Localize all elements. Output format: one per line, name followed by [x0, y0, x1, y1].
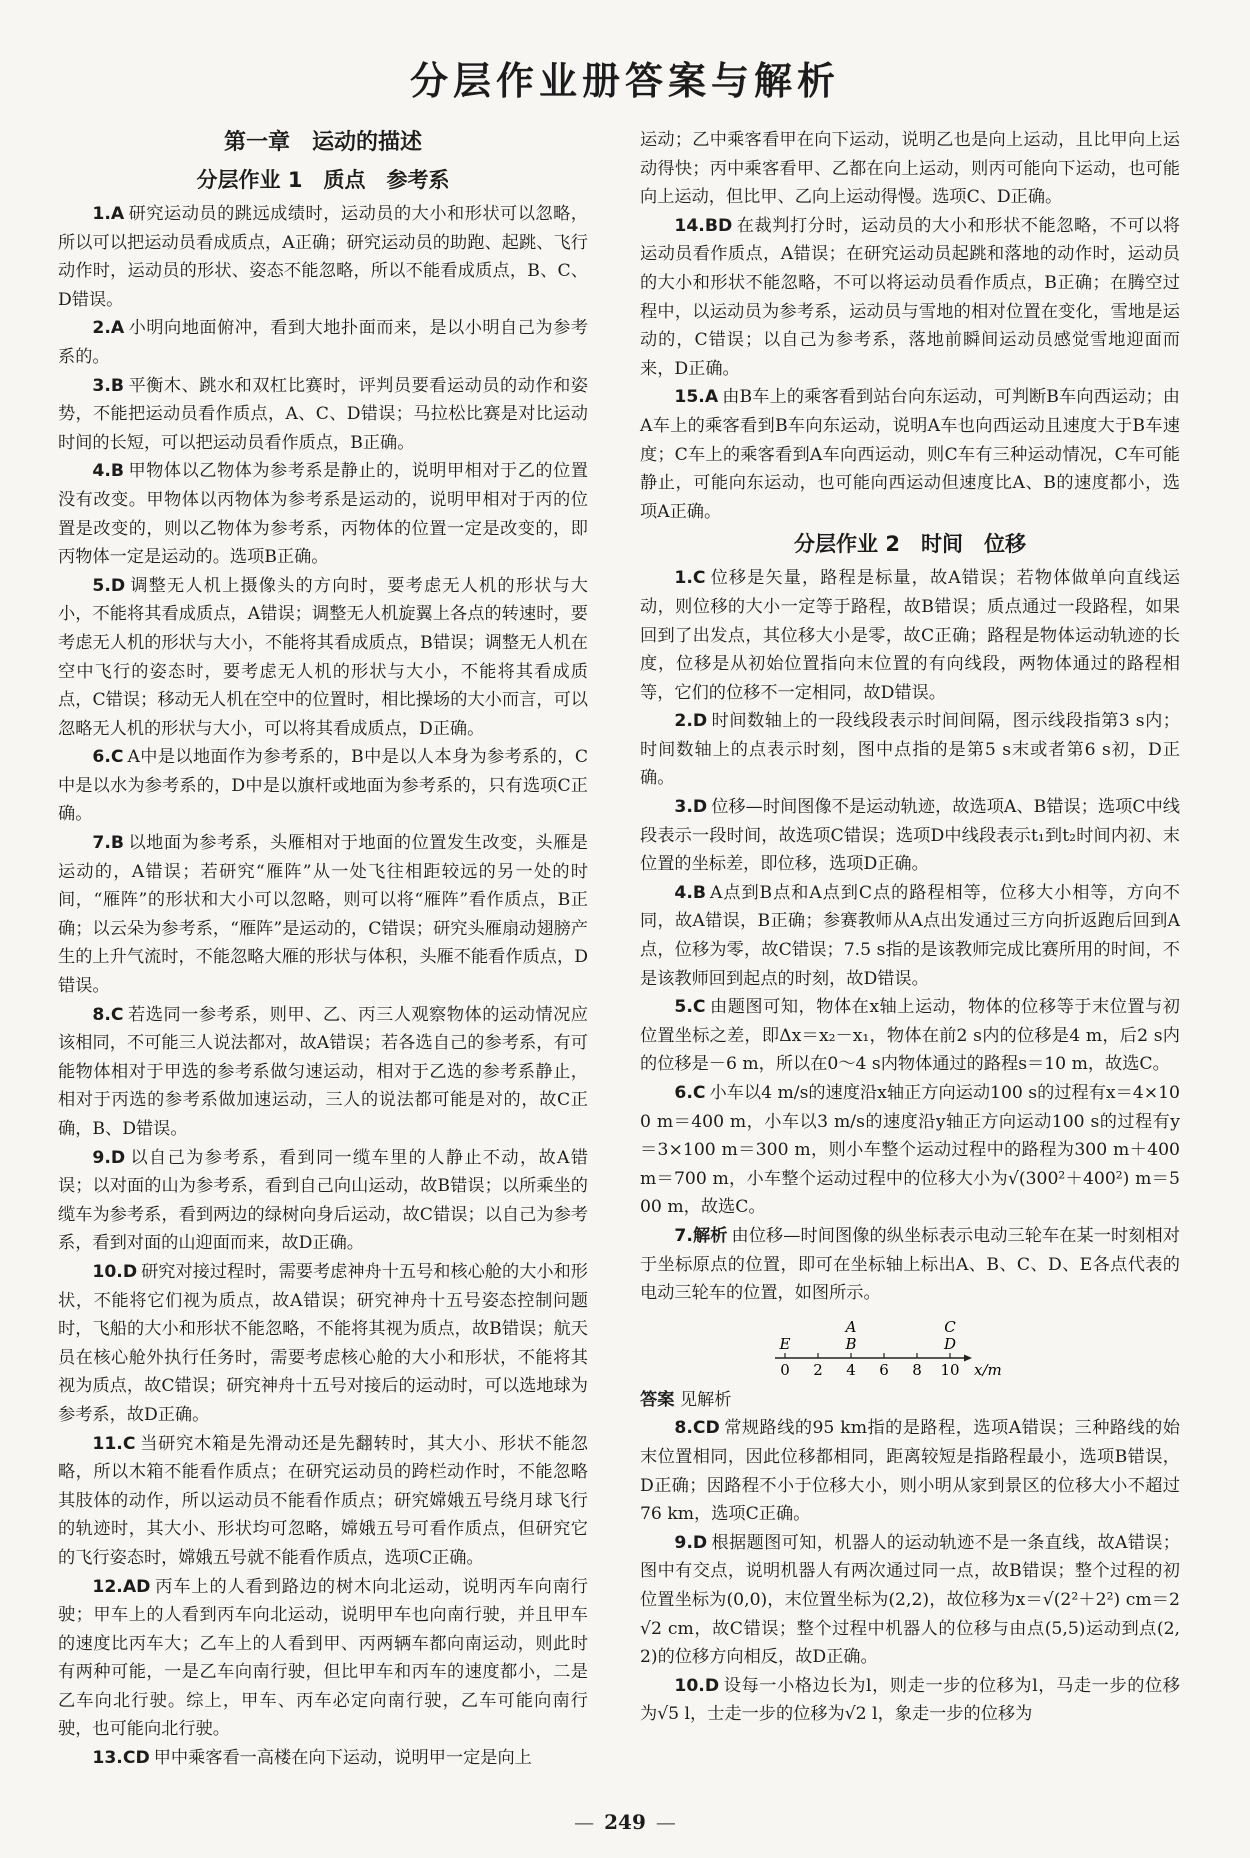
answer-item	[58, 829, 588, 1001]
answer-number: 7.解析	[674, 1225, 728, 1246]
answer-number: 8.C	[92, 1004, 124, 1025]
answer-explanation: 平衡木、跳水和双杠比赛时，评判员要看运动员的动作和姿势，不能把运动员看作质点，A、C、D错误；马拉松比赛是对比运动时间的长短，可以把运动员看作质点，B正确。	[58, 375, 588, 453]
answer-number: 11.C	[92, 1433, 136, 1454]
answer-number: 6.C	[674, 1083, 706, 1103]
point-label: C	[944, 1319, 956, 1336]
answer-item	[640, 707, 1180, 793]
number-line-figure	[640, 1320, 1180, 1382]
answer-explanation: 位移—时间图像不是运动轨迹，故选项A、B错误；选项C中线段表示一段时间，故选项C错误；选项D中线段表示t₁到t₂时间内初、末位置的坐标差，即位移，选项D正确。	[640, 797, 1180, 875]
axis-unit: x/m	[974, 1360, 1002, 1379]
answer-explanation: 由位移—时间图像的纵坐标表示电动三轮车在某一时刻相对于坐标原点的位置，即可在坐标轴上标出A、B、C、D、E各点代表的电动三轮车的位置，如图所示。	[640, 1225, 1180, 1304]
answer-explanation: 若选同一参考系，则甲、乙、丙三人观察物体的运动情况应该相同，不可能三人说法都对，故A错误；若各选自己的参考系，有可能物体相对于甲选的参考系做匀速运动，相对于乙选的参考系静止，相对于丙选的参考系做加速运动，三人的说法都可能是对的，故C正确，B、D错误。	[58, 1004, 588, 1139]
point-label: A	[845, 1319, 857, 1336]
tick-label: 8	[912, 1360, 922, 1379]
answer-item	[58, 372, 588, 458]
answer-explanation: 以自己为参考系，看到同一缆车里的人静止不动，故A错误；以对面的山为参考系，看到自己向山运动，故B错误；以所乘坐的缆车为参考系，看到两边的绿树向身后运动，故C错误；以自己为参考系，看到对面的山迎面而来，故D正确。	[58, 1147, 588, 1254]
answer-number: 5.D	[92, 575, 126, 596]
answer-number: 5.C	[674, 997, 706, 1018]
answer-number: 7.B	[92, 833, 124, 854]
answer-item	[640, 993, 1180, 1079]
left-column	[58, 126, 588, 1773]
answer-explanation: A点到B点和A点到C点的路程相等，位移大小相等，方向不同，故A错误，B正确；参赛教师从A点出发通过三方向折返跑后回到A点，位移为零，故C错误；7.5 s指的是该教师完成比赛所用的时间，不是该教师回到起点的时刻，故D错误。	[640, 882, 1180, 989]
answer-explanation: 甲中乘客看一高楼在向下运动，说明甲一定是向上	[153, 1748, 532, 1769]
answer-list-right-c	[640, 1414, 1180, 1729]
answer-item	[58, 1573, 588, 1745]
answer-number: 15.A	[674, 387, 719, 408]
section-title-1: 分层作业 1 质点 参考系	[196, 168, 450, 192]
answer-number: 3.D	[674, 797, 708, 818]
axis-arrow	[964, 1354, 972, 1361]
answer-explanation: 根据题图可知，机器人的运动轨迹不是一条直线，故A错误；图中有交点，说明机器人有两次通过同一点，故B错误；整个过程的初位置坐标为(0,0)，末位置坐标为(2,2)，故位移为x＝√(2²＋2²) cm＝2√2 cm，故C错误；整个过程中机器人的位移与由点(5,5)运动到点(2,2)的位移方向相反，故D正确。	[640, 1532, 1180, 1668]
answer-explanation: 由题图可知，物体在x轴上运动，物体的位移等于末位置与初位置坐标之差，即Δx＝x₂－x₁，物体在前2 s内的位移是4 m，后2 s内的位移是－6 m，所以在0～4 s内物体通过的路程s＝10 m，故选C。	[640, 997, 1180, 1075]
answer-number: 1.C	[674, 568, 706, 589]
answer-item	[640, 1079, 1180, 1222]
answer-text: 见解析	[679, 1389, 732, 1410]
answer-explanation: 小车以4 m/s的速度沿x轴正方向运动100 s的过程有x＝4×100 m＝400 m，小车以3 m/s的速度沿y轴正方向运动100 s的过程有y＝3×100 m＝300 m，则小车整个运动过程中的路程为300 m＋400 m＝700 m，小车整个运动过程中的位移大小为√(300²＋400²) m＝500 m，故选C。	[640, 1083, 1180, 1218]
answer-explanation: 时间数轴上的一段线段表示时间间隔，图示线段指第3 s内；时间数轴上的点表示时刻，图中点指的是第5 s末或者第6 s初，D正确。	[640, 711, 1180, 789]
tick-label: 10	[940, 1360, 960, 1379]
answer-item	[58, 1258, 588, 1430]
answer-number: 8.CD	[674, 1418, 720, 1439]
answer-explanation: 由B车上的乘客看到站台向东运动，可判断B车向西运动；由A车上的乘客看到B车向东运动，说明A车也向西运动且速度大于B车速度；C车上的乘客看到A车向西运动，则C车有三种运动情况，C车可能静止，可能向东运动，也可能向西运动但速度比A、B的速度都小，选项A正确。	[640, 387, 1180, 522]
answer-item	[640, 793, 1180, 879]
answer-number: 9.D	[92, 1147, 126, 1168]
answer-number: 13.CD	[92, 1748, 150, 1769]
answer-item	[640, 212, 1180, 384]
document-title: 分层作业册答案与解析	[409, 59, 840, 103]
answer-item	[640, 1222, 1180, 1308]
right-column	[640, 126, 1180, 1729]
answer-explanation: 位移是矢量，路程是标量，故A错误；若物体做单向直线运动，则位移的大小一定等于路程，故B错误；质点通过一段路程，如果回到了出发点，其位移大小是零，故C正确；路程是物体运动轨迹的长度，位移是从初始位置指向末位置的有向线段，两物体通过的路程相等，它们的位移不一定相同，故D错误。	[640, 568, 1180, 703]
answer-explanation: A中是以地面作为参考系的，B中是以人本身为参考系的，C中是以水为参考系的，D中是以旗杆或地面为参考系的，只有选项C正确。	[58, 747, 588, 825]
tick-label: 6	[879, 1360, 889, 1379]
answer-item	[58, 743, 588, 829]
answer-item	[640, 879, 1180, 993]
answer-number: 3.B	[92, 375, 124, 396]
answer-item	[58, 457, 588, 571]
answer-number: 2.A	[92, 318, 125, 339]
answer-item	[640, 1672, 1180, 1729]
chapter-title: 第一章 运动的描述	[223, 130, 422, 155]
answer-item	[640, 383, 1180, 526]
answer-number: 10.D	[674, 1675, 720, 1696]
answer-number: 4.B	[92, 461, 124, 482]
point-label: B	[845, 1334, 857, 1353]
answer-number: 6.C	[92, 747, 124, 768]
answer-list-right-b	[640, 564, 1180, 1307]
answer-item	[58, 1144, 588, 1258]
answer-item	[58, 314, 588, 371]
answer-number: 14.BD	[674, 215, 733, 236]
answer-explanation: 以地面为参考系，头雁相对于地面的位置发生改变，头雁是运动的，A错误；若研究“雁阵”从一处飞往相距较远的另一处的时间，“雁阵”的形状和大小可以忽略，则可以将“雁阵”看作质点，B正确；以云朵为参考系，“雁阵”是运动的，C错误；研究头雁扇动翅膀产生的上升气流时，不能忽略大雁的形状与体积，头雁不能看作质点，D错误。	[58, 833, 588, 997]
tick-label: 4	[846, 1360, 856, 1379]
answer-number: 4.B	[674, 882, 706, 903]
answer-number: 2.D	[674, 711, 708, 732]
answer-7-line	[640, 1386, 1180, 1415]
answer-explanation: 丙车上的人看到路边的树木向北运动，说明丙车向南行驶；甲车上的人看到丙车向北运动，说明甲车也向南行驶，并且甲车的速度比丙车大；乙车上的人看到甲、丙两辆车都向南运动，则此时有两种可能，一是乙车向南行驶，但比甲车和丙车的速度都小，二是乙车向北行驶。综上，甲车、丙车必定向南行驶，乙车可能向南行驶，也可能向北行驶。	[58, 1576, 588, 1740]
answer-item	[640, 1529, 1180, 1672]
answer-item	[58, 200, 588, 314]
answer-item	[640, 564, 1180, 707]
answer-explanation: 研究对接过程时，需要考虑神舟十五号和核心舱的大小和形状，不能将它们视为质点，故A错误；研究神舟十五号姿态控制问题时，飞船的大小和形状不能忽略，不能将其视为质点，故B错误；航天员在核心舱外执行任务时，需要考虑核心舱的大小和形状，不能将其视为质点，故C错误；研究神舟十五号对接后的运动时，可以选地球为参考系，故D正确。	[58, 1261, 588, 1425]
answer-label: 答案	[640, 1389, 675, 1410]
page-number: — 249 —	[574, 1810, 676, 1834]
answer-explanation: 研究运动员的跳远成绩时，运动员的大小和形状可以忽略，所以可以把运动员看成质点，A正确；研究运动员的助跑、起跳、飞行动作时，运动员的形状、姿态不能忽略，所以不能看成质点，B、C、D错误。	[58, 204, 588, 310]
page-number-value: 249	[604, 1810, 646, 1834]
answer-item	[58, 1430, 588, 1573]
point-label: E	[779, 1334, 791, 1353]
answer-number: 1.A	[92, 204, 125, 224]
answer-explanation: 甲物体以乙物体为参考系是静止的，说明甲相对于乙的位置没有改变。甲物体以丙物体为参考系是运动的，说明甲相对于丙的位置是改变的，则以乙物体为参考系，丙物体的位置一定是改变的，即丙物体一定是运动的。选项B正确。	[58, 461, 588, 568]
answer-item	[58, 572, 588, 744]
answer-item	[640, 1414, 1180, 1528]
answer-13-continued: 运动；乙中乘客看甲在向下运动，说明乙也是向上运动，且比甲向上运动得快；丙中乘客看甲、乙都在向上运动，则丙可能向下运动，也可能向上运动，但比甲、乙向上运动得慢。选项C、D正确。	[640, 130, 1180, 208]
point-label: D	[943, 1334, 957, 1353]
answer-number: 12.AD	[92, 1576, 151, 1597]
answer-number: 9.D	[674, 1532, 708, 1553]
answer-explanation: 设每一小格边长为l，则走一步的位移为l，马走一步的位移为√5 l，士走一步的位移为√2 l，象走一步的位移为	[640, 1675, 1180, 1725]
answer-list-left	[58, 200, 588, 1773]
answer-explanation: 常规路线的95 km指的是路程，选项A错误；三种路线的始末位置相同，因此位移都相同，距离较短是指路程最小，选项B错误，D正确；因路程不小于位移大小，则小明从家到景区的位移大小不超过76 km，选项C正确。	[640, 1418, 1180, 1525]
answer-list-right-a	[640, 212, 1180, 527]
answer-number: 10.D	[92, 1261, 138, 1282]
number-line-svg	[770, 1320, 1030, 1382]
answer-item	[58, 1001, 588, 1144]
answer-explanation: 当研究木箱是先滑动还是先翻转时，其大小、形状不能忽略，所以木箱不能看作质点；在研究运动员的跨栏动作时，不能忽略其肢体的动作，所以运动员不能看作质点；研究嫦娥五号绕月球飞行的轨迹时，其大小、形状均可忽略，嫦娥五号可看作质点，但研究它的飞行姿态时，嫦娥五号就不能看作质点，选项C正确。	[58, 1433, 588, 1568]
answer-item	[58, 1744, 588, 1773]
section-title-2: 分层作业 2 时间 位移	[794, 532, 1026, 557]
answer-explanation: 在裁判打分时，运动员的大小和形状不能忽略，不可以将运动员看作质点，A错误；在研究运动员起跳和落地的动作时，运动员的大小和形状不能忽略，不可以将运动员看作质点，B正确；在腾空过程中，以运动员为参考系，运动员与雪地的相对位置在变化，雪地是运动的，C错误；以自己为参考系，落地前瞬间运动员感觉雪地迎面而来，D正确。	[640, 215, 1180, 379]
tick-label: 0	[780, 1360, 790, 1379]
tick-label: 2	[813, 1360, 823, 1379]
answer-explanation: 小明向地面俯冲，看到大地扑面而来，是以小明自己为参考系的。	[58, 318, 588, 367]
answer-explanation: 调整无人机上摄像头的方向时，要考虑无人机的形状与大小，不能将其看成质点，A错误；调整无人机旋翼上各点的转速时，要考虑无人机的形状与大小，不能将其看成质点，B错误；调整无人机在空中飞行的姿态时，要考虑无人机的形状与大小，不能将其看成质点，C错误；移动无人机在空中的位置时，相比操场的大小而言，可以忽略无人机的形状与大小，可以将其看成质点，D正确。	[58, 575, 588, 739]
